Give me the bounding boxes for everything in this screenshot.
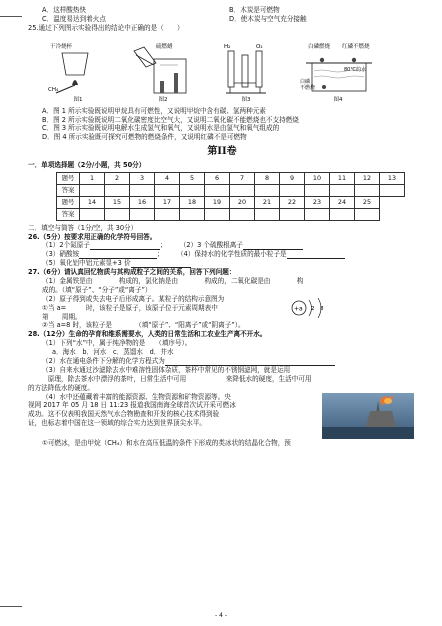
q24-option-b: B．木炭是可燃物 (229, 6, 280, 14)
answer-blank[interactable] (79, 251, 157, 259)
answer-grid (56, 172, 405, 221)
combustible-ice-photo (322, 393, 414, 439)
q27-stem: 27.（6分）请认真回忆物质与其构成粒子之间的关系，回答下列问题： (28, 268, 236, 277)
svg-text:2: 2 (311, 305, 315, 312)
methane-burning-illustration (48, 41, 108, 97)
svg-text:O₂: O₂ (256, 44, 263, 51)
empty-cell (380, 208, 405, 220)
answer-cell[interactable] (380, 184, 405, 196)
svg-text:白磷: 白磷 (300, 79, 311, 86)
q28-line-5: 的方法降低水的硬度。 (28, 383, 94, 392)
answer-cell[interactable] (305, 184, 330, 196)
svg-text:+a: +a (294, 305, 303, 313)
header-label: 题号 (57, 172, 80, 184)
answer-cell[interactable] (105, 208, 130, 220)
q27-line-3: （2）原子得到或失去电子后形成离子。某粒子的结构示意图为 (42, 294, 225, 303)
q26-line-2: （3）硝酸铵 ； （4）保持水的化学性质的最小粒子是 (28, 250, 416, 259)
figure-2 (132, 41, 194, 104)
q25-option-b: B．图 2 所示实验既说明二氧化碳密度比空气大，又说明二氧化碳不能燃烧也不支持燃烧 (42, 115, 299, 124)
q27-line-4: ①当 a= 时，该粒子是原子，该原子位于元素周期表中 (42, 303, 218, 312)
answer-cell[interactable] (255, 208, 280, 220)
atom-structure-diagram (290, 295, 332, 321)
answer-grid-answer-row-2 (57, 208, 405, 220)
answer-cell[interactable] (355, 184, 380, 196)
q28-line-3: （3）自来水通过沙滤除去水中难溶性固体杂质，茶杯中常见的不锈钢滤网，就是运用 (42, 365, 291, 374)
figure-4 (298, 41, 378, 104)
figure-1 (48, 41, 108, 104)
svg-text:白磷燃烧: 白磷燃烧 (308, 44, 331, 51)
answer-blank[interactable] (287, 251, 345, 259)
q24-options-row1 (28, 6, 416, 15)
question-number: 22 (280, 196, 305, 208)
phosphorus-combustion-illustration (298, 41, 378, 97)
q28-stem: 28.（12分）生命的孕育和维系需要水，人类的日常生活和工农业生产离不开水。 (28, 330, 267, 339)
question-number: 24 (330, 196, 355, 208)
question-number: 1 (80, 172, 105, 184)
q28-line-4: 原理，除去茶水中漂浮的茶叶，日常生活中可用 来降低水的硬度，生活中可用 (28, 374, 325, 383)
question-number: 17 (155, 196, 180, 208)
answer-cell[interactable] (155, 208, 180, 220)
q28-options: a．海水 b．河水 c．蒸馏水 d．井水 (52, 348, 174, 357)
svg-text:CH₄: CH₄ (48, 87, 59, 94)
q25-option-a: A．图 1 所示实验既说明甲烷具有可燃性，又说明甲烷中含有碳、氢两种元素 (42, 106, 266, 115)
q25-option-c: C．图 3 所示实验既说明电解水生成氢气和氧气，又说明水是由氢气和氧气组成的 (42, 124, 280, 133)
answer-cell[interactable] (180, 184, 205, 196)
answer-cell[interactable] (205, 184, 230, 196)
answer-blank[interactable] (165, 358, 335, 366)
q27-line-1: （1）金属铁是由 构成的，氯化钠是由 构成的，二氧化碳是由 构 (42, 276, 304, 285)
q26-line-1: （1）2个氮原子 ； （2）3 个硫酸根离子 (28, 241, 416, 250)
answer-cell[interactable] (280, 184, 305, 196)
q28-energy-text (28, 393, 318, 439)
answer-blank[interactable] (90, 242, 160, 250)
answer-cell[interactable] (330, 184, 355, 196)
q28-line-1: （1）下列“水”中，属于纯净物的是 （填序号）。 (42, 339, 192, 348)
answer-cell[interactable] (105, 184, 130, 196)
figure-4-caption: 图4 (333, 97, 343, 104)
answer-cell[interactable] (230, 184, 255, 196)
q27-atom-block (28, 295, 416, 322)
question-number: 15 (105, 196, 130, 208)
answer-grid-header-row-1 (57, 172, 405, 184)
question-number: 10 (305, 172, 330, 184)
q24-option-a: A．这样酸热快 (42, 6, 87, 14)
q28-energy-block (28, 393, 416, 439)
question-number: 4 (155, 172, 180, 184)
svg-text:8: 8 (320, 305, 324, 312)
svg-text:80℃的水: 80℃的水 (344, 67, 366, 74)
answer-cell[interactable] (130, 184, 155, 196)
q24-option-d: D．使木炭与空气充分接触 (229, 14, 307, 23)
header-label: 题号 (57, 196, 80, 208)
page-number: - 4 - (215, 611, 227, 619)
answer-blank[interactable] (243, 242, 303, 250)
question-number: 6 (205, 172, 230, 184)
q28-line-8: 成功。这不仅表明我国天然气水合物勘查和开发的核心技术得到验 (28, 410, 220, 419)
answer-cell[interactable] (205, 208, 230, 220)
q28-line-2: （2）水在通电条件下分解的化学方程式为 (28, 357, 416, 366)
electrolysis-illustration (218, 41, 274, 97)
answer-cell[interactable] (130, 208, 155, 220)
question-number: 12 (355, 172, 380, 184)
question-number: 13 (380, 172, 405, 184)
q28-line-10: ①可燃冰，是由甲烷（CH₄）和水在高压低温的条件下形成的类冰状的结晶化合物，预 (42, 438, 291, 447)
answer-cell[interactable] (280, 208, 305, 220)
question-number: 25 (355, 196, 380, 208)
figure-2-caption: 图2 (158, 97, 168, 104)
answer-grid-header-row-2 (57, 196, 405, 208)
answer-cell[interactable] (80, 184, 105, 196)
q26-stem: 26.（5分）按要求用正确的化学符号回答。 (28, 232, 157, 241)
answer-cell[interactable] (330, 208, 355, 220)
svg-text:红磷不燃烧: 红磷不燃烧 (342, 44, 370, 51)
answer-cell[interactable] (255, 184, 280, 196)
question-number: 20 (230, 196, 255, 208)
answer-cell[interactable] (80, 208, 105, 220)
q25-figures (48, 35, 378, 105)
figure-1-caption: 图1 (73, 97, 83, 104)
q25-option-d: D．图 4 所示实验既可探究可燃物的燃烧条件，又说明红磷不是可燃物 (42, 133, 247, 142)
answer-cell[interactable] (180, 208, 205, 220)
q27-line-5: 第 周期。 (42, 312, 82, 321)
q27-line-6: ②当 a=8 时，该粒子是 （填“原子”、“阳离子”或“阴离子”）。 (42, 321, 245, 330)
svg-text:H₂: H₂ (224, 44, 231, 51)
section-title: 第II卷 (207, 146, 237, 158)
svg-text:不燃烧: 不燃烧 (300, 85, 316, 92)
answer-label: 答案 (57, 184, 80, 196)
svg-text:硫燃蜡: 硫燃蜡 (156, 44, 173, 51)
answer-grid-answer-row-1 (57, 184, 405, 196)
q24-option-c: C．温度易达到着火点 (42, 14, 106, 23)
question-number: 3 (130, 172, 155, 184)
answer-cell[interactable] (230, 208, 255, 220)
q28-line-6: （4）水中还蕴藏着丰富的能源资源、生物资源和矿物资源等。央 (42, 392, 231, 401)
question-number: 19 (205, 196, 230, 208)
margin-mark (0, 606, 22, 607)
question-number: 7 (230, 172, 255, 184)
question-number: 14 (80, 196, 105, 208)
answer-cell[interactable] (155, 184, 180, 196)
question-number: 11 (330, 172, 355, 184)
svg-text:干冷烧杯: 干冷烧杯 (50, 44, 73, 51)
margin-mark (0, 16, 22, 17)
q24-options-row2 (28, 15, 416, 24)
part2-title: 二．填空与简答（1分/空，共 30分） (28, 223, 138, 232)
answer-blank[interactable] (131, 260, 191, 268)
question-number: 23 (305, 196, 330, 208)
question-number: 21 (255, 196, 280, 208)
answer-cell[interactable] (305, 208, 330, 220)
question-number: 16 (130, 196, 155, 208)
q25-stem: 25.通过下列图示实验得出的结论中正确的是（ ） (28, 23, 184, 32)
question-number: 5 (180, 172, 205, 184)
question-number: 8 (255, 172, 280, 184)
q26-line-3: （5）氧化铝中铝元素显+3 价 (28, 259, 416, 268)
answer-cell[interactable] (355, 208, 380, 220)
q28-line-9: 证，也标志着中国在这一领域的综合实力达到世界顶尖水平。 (28, 419, 207, 428)
co2-beaker-illustration (132, 41, 194, 97)
q28-line-7: 视网 2017 年 05 月 18 日 11:23 报道我国南海全球首次试开采可燃冰 (28, 401, 236, 410)
q27-line-2: 成的。（填“原子”、“分子”或“离子”） (42, 285, 152, 294)
figure-3 (218, 41, 274, 104)
figure-3-caption: 图3 (241, 97, 251, 104)
answer-label: 答案 (57, 208, 80, 220)
question-number: 2 (105, 172, 130, 184)
question-number: 18 (180, 196, 205, 208)
empty-cell (380, 196, 405, 208)
question-number: 9 (280, 172, 305, 184)
part1-title: 一．单项选择题（2分/小题，共 50分） (28, 160, 146, 169)
